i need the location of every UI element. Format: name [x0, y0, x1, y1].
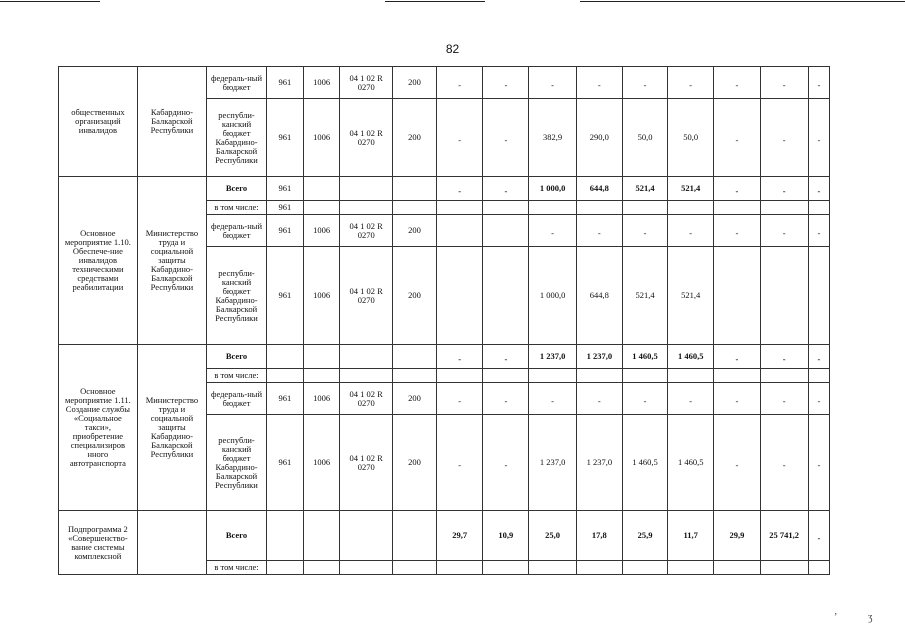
amount-cell: - — [760, 177, 808, 201]
amount-cell — [668, 369, 714, 383]
amount-cell — [714, 369, 760, 383]
budget-code-cell: 1006 — [303, 383, 340, 415]
measure-name-cell: Основное мероприятие 1.11. Создание службы «Социальное такси», приобретение специализиров нного автотранспорта — [59, 345, 138, 511]
budget-code-cell: 961 — [266, 67, 303, 99]
amount-cell: 10,9 — [483, 511, 529, 561]
measure-name-cell: Подпрограмма 2 «Совершенство-вание системы комплексной — [59, 511, 138, 575]
amount-cell — [808, 247, 829, 345]
amount-cell: - — [437, 415, 483, 511]
amount-cell: - — [529, 383, 576, 415]
amount-cell: 1 460,5 — [622, 345, 667, 369]
funding-source-cell: федераль-ный бюджет — [207, 383, 267, 415]
amount-cell: - — [622, 215, 667, 247]
margin-mark-1: ’ — [834, 612, 838, 623]
amount-cell: 50,0 — [668, 99, 714, 177]
budget-code-cell: 1006 — [303, 99, 340, 177]
amount-cell — [760, 369, 808, 383]
amount-cell: 644,8 — [576, 247, 622, 345]
amount-cell: 521,4 — [668, 247, 714, 345]
measure-name-cell: общественных организаций инвалидов — [59, 67, 138, 177]
budget-code-cell: 961 — [266, 201, 303, 215]
amount-cell — [808, 561, 829, 575]
budget-code-cell — [392, 369, 436, 383]
amount-cell — [576, 369, 622, 383]
budget-code-cell — [392, 345, 436, 369]
amount-cell: 521,4 — [622, 247, 667, 345]
amount-cell: - — [760, 415, 808, 511]
budget-code-cell — [340, 369, 393, 383]
amount-cell: 290,0 — [576, 99, 622, 177]
amount-cell — [668, 201, 714, 215]
amount-cell: - — [808, 345, 829, 369]
amount-cell: - — [483, 383, 529, 415]
funding-source-cell: в том числе: — [207, 561, 267, 575]
amount-cell: - — [483, 177, 529, 201]
amount-cell: - — [576, 383, 622, 415]
table-row — [59, 177, 830, 201]
funding-source-cell: Всего — [207, 345, 267, 369]
budget-code-cell — [266, 345, 303, 369]
amount-cell — [714, 201, 760, 215]
amount-cell — [437, 561, 483, 575]
budget-code-cell — [340, 511, 393, 561]
budget-code-cell — [266, 561, 303, 575]
amount-cell: - — [760, 67, 808, 99]
funding-source-cell: республи-канский бюджет Кабардино-Балкарской Республики — [207, 415, 267, 511]
amount-cell: 1 237,0 — [529, 415, 576, 511]
budget-code-cell — [392, 201, 436, 215]
budget-code-cell: 04 1 02 R 0270 — [340, 415, 393, 511]
budget-code-cell: 961 — [266, 99, 303, 177]
budget-code-cell: 200 — [392, 383, 436, 415]
amount-cell — [483, 215, 529, 247]
amount-cell: 382,9 — [529, 99, 576, 177]
amount-cell: - — [714, 177, 760, 201]
executor-cell: Министерство труда и социальной защиты Кабардино-Балкарской Республики — [137, 345, 206, 511]
amount-cell: 1 460,5 — [668, 415, 714, 511]
budget-code-cell — [392, 561, 436, 575]
table-row — [59, 67, 830, 99]
top-rule-3 — [580, 1, 905, 2]
amount-cell: - — [622, 383, 667, 415]
budget-code-cell — [340, 177, 393, 201]
budget-code-cell — [340, 345, 393, 369]
amount-cell — [483, 561, 529, 575]
amount-cell: - — [483, 67, 529, 99]
amount-cell: 1 460,5 — [668, 345, 714, 369]
amount-cell: - — [714, 99, 760, 177]
amount-cell: 29,7 — [437, 511, 483, 561]
amount-cell: - — [529, 215, 576, 247]
amount-cell — [808, 369, 829, 383]
amount-cell: 25 741,2 — [760, 511, 808, 561]
amount-cell — [714, 561, 760, 575]
amount-cell: 644,8 — [576, 177, 622, 201]
amount-cell: 17,8 — [576, 511, 622, 561]
amount-cell: - — [714, 415, 760, 511]
amount-cell: - — [576, 67, 622, 99]
budget-code-cell — [303, 177, 340, 201]
amount-cell: 29,9 — [714, 511, 760, 561]
budget-code-cell — [303, 511, 340, 561]
funding-source-cell: республи-канский бюджет Кабардино-Балкарской Республики — [207, 99, 267, 177]
budget-code-cell — [392, 177, 436, 201]
amount-cell — [714, 247, 760, 345]
amount-cell: 1 237,0 — [576, 415, 622, 511]
amount-cell: 11,7 — [668, 511, 714, 561]
amount-cell: - — [668, 67, 714, 99]
amount-cell — [668, 561, 714, 575]
amount-cell: - — [529, 67, 576, 99]
page-number: 82 — [445, 42, 460, 56]
funding-source-cell: в том числе: — [207, 369, 267, 383]
measure-name-cell: Основное мероприятие 1.10. Обеспече-ние инвалидов техническими средствами реабилитации — [59, 177, 138, 345]
budget-code-cell — [303, 201, 340, 215]
budget-code-cell: 200 — [392, 415, 436, 511]
top-rule-2 — [385, 1, 485, 2]
amount-cell: - — [714, 345, 760, 369]
budget-code-cell: 1006 — [303, 215, 340, 247]
amount-cell — [437, 215, 483, 247]
amount-cell: - — [437, 99, 483, 177]
amount-cell: 1 000,0 — [529, 177, 576, 201]
amount-cell: 25,9 — [622, 511, 667, 561]
amount-cell — [808, 201, 829, 215]
amount-cell — [760, 247, 808, 345]
top-rule-1 — [0, 1, 100, 2]
budget-code-cell: 04 1 02 R 0270 — [340, 215, 393, 247]
funding-source-cell: федераль-ный бюджет — [207, 215, 267, 247]
amount-cell: - — [808, 383, 829, 415]
amount-cell: 1 460,5 — [622, 415, 667, 511]
budget-code-cell: 04 1 02 R 0270 — [340, 99, 393, 177]
amount-cell: 1 237,0 — [529, 345, 576, 369]
amount-cell: - — [808, 177, 829, 201]
amount-cell — [437, 247, 483, 345]
amount-cell: - — [483, 415, 529, 511]
budget-code-cell — [303, 561, 340, 575]
amount-cell: - — [437, 67, 483, 99]
amount-cell — [576, 561, 622, 575]
amount-cell: - — [622, 67, 667, 99]
amount-cell: 1 237,0 — [576, 345, 622, 369]
amount-cell: 1 000,0 — [529, 247, 576, 345]
budget-code-cell — [303, 345, 340, 369]
amount-cell: 521,4 — [668, 177, 714, 201]
budget-code-cell: 04 1 02 R 0270 — [340, 247, 393, 345]
budget-code-cell: 04 1 02 R 0270 — [340, 383, 393, 415]
budget-code-cell: 1006 — [303, 247, 340, 345]
budget-code-cell — [303, 369, 340, 383]
amount-cell: - — [483, 99, 529, 177]
amount-cell — [622, 561, 667, 575]
amount-cell — [576, 201, 622, 215]
amount-cell: - — [483, 345, 529, 369]
amount-cell: - — [437, 345, 483, 369]
amount-cell: 50,0 — [622, 99, 667, 177]
amount-cell: - — [760, 99, 808, 177]
budget-code-cell: 961 — [266, 415, 303, 511]
amount-cell — [622, 201, 667, 215]
budget-code-cell: 961 — [266, 215, 303, 247]
budget-code-cell: 961 — [266, 247, 303, 345]
amount-cell — [483, 201, 529, 215]
executor-cell: Кабардино-Балкарской Республики — [137, 67, 206, 177]
budget-code-cell: 1006 — [303, 67, 340, 99]
amount-cell — [529, 201, 576, 215]
budget-code-cell: 200 — [392, 67, 436, 99]
executor-cell: Министерство труда и социальной защиты Кабардино-Балкарской Республики — [137, 177, 206, 345]
budget-table — [58, 66, 830, 575]
amount-cell: 25,0 — [529, 511, 576, 561]
budget-code-cell: 961 — [266, 177, 303, 201]
funding-source-cell: республи-канский бюджет Кабардино-Балкарской Республики — [207, 247, 267, 345]
amount-cell: - — [668, 215, 714, 247]
budget-code-cell — [340, 201, 393, 215]
amount-cell — [760, 201, 808, 215]
amount-cell: - — [808, 511, 829, 561]
budget-code-cell — [392, 511, 436, 561]
table-row — [59, 511, 830, 561]
budget-code-cell: 1006 — [303, 415, 340, 511]
amount-cell — [760, 561, 808, 575]
budget-code-cell: 200 — [392, 215, 436, 247]
amount-cell — [529, 561, 576, 575]
budget-code-cell — [266, 511, 303, 561]
amount-cell: - — [808, 415, 829, 511]
funding-source-cell: Всего — [207, 177, 267, 201]
amount-cell: - — [760, 215, 808, 247]
amount-cell — [437, 201, 483, 215]
funding-source-cell: федераль-ный бюджет — [207, 67, 267, 99]
budget-code-cell: 04 1 02 R 0270 — [340, 67, 393, 99]
amount-cell: - — [437, 383, 483, 415]
funding-source-cell: Всего — [207, 511, 267, 561]
amount-cell — [483, 369, 529, 383]
budget-code-cell — [266, 369, 303, 383]
budget-code-cell: 961 — [266, 383, 303, 415]
executor-cell — [137, 511, 206, 575]
amount-cell — [483, 247, 529, 345]
amount-cell: 521,4 — [622, 177, 667, 201]
amount-cell: - — [760, 383, 808, 415]
amount-cell: - — [576, 215, 622, 247]
budget-code-cell — [340, 561, 393, 575]
amount-cell: - — [714, 67, 760, 99]
amount-cell: - — [808, 215, 829, 247]
funding-source-cell: в том числе: — [207, 201, 267, 215]
amount-cell — [529, 369, 576, 383]
amount-cell: - — [668, 383, 714, 415]
amount-cell: - — [808, 99, 829, 177]
amount-cell: - — [437, 177, 483, 201]
amount-cell: - — [808, 67, 829, 99]
amount-cell — [437, 369, 483, 383]
amount-cell — [622, 369, 667, 383]
amount-cell: - — [760, 345, 808, 369]
table-row — [59, 345, 830, 369]
amount-cell: - — [714, 383, 760, 415]
margin-mark-2: ʒ — [868, 612, 873, 623]
amount-cell: - — [714, 215, 760, 247]
budget-code-cell: 200 — [392, 99, 436, 177]
budget-code-cell: 200 — [392, 247, 436, 345]
